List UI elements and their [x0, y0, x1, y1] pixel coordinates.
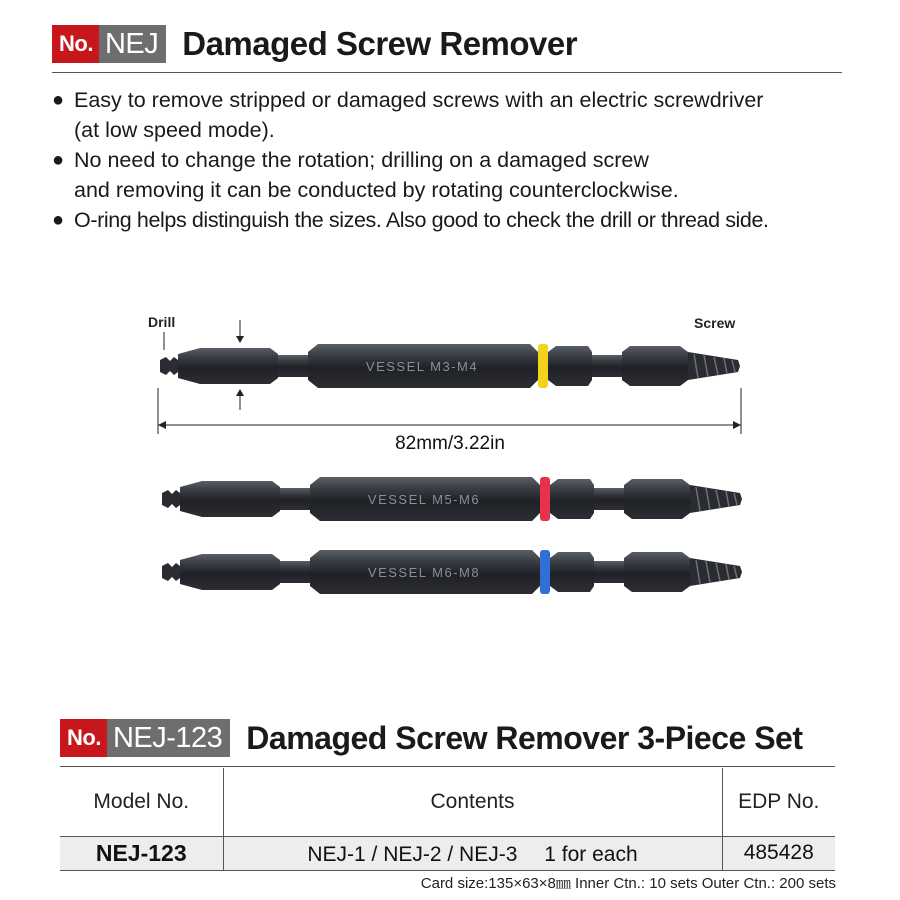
product-number-badge	[52, 25, 166, 63]
drill-label: Drill	[148, 314, 176, 330]
bullet-icon: ●	[52, 89, 65, 111]
table-header-row	[60, 768, 835, 836]
feature-line: (at low speed mode).	[74, 118, 275, 142]
spec-table	[60, 768, 835, 871]
set-code: NEJ-123	[107, 719, 230, 757]
packaging-note: Card size:135×63×8㎜ Inner Ctn.: 10 sets Outer Ctn.: 200 sets	[420, 875, 836, 892]
o-ring-red	[540, 477, 550, 521]
feature-list	[52, 85, 852, 235]
screw-label: Screw	[694, 315, 736, 331]
table-top-rule	[60, 766, 835, 767]
o-ring-blue	[540, 550, 550, 594]
set-number-badge	[60, 719, 230, 757]
dimension-label: 82mm/3.22in	[395, 433, 505, 454]
extractor-bit-1	[160, 344, 740, 388]
header-contents: Contents	[430, 789, 515, 813]
product-illustration	[0, 300, 900, 610]
feature-item	[52, 145, 852, 205]
product-header	[52, 25, 577, 63]
product-title: Damaged Screw Remover	[182, 25, 578, 62]
feature-item	[52, 85, 852, 145]
header-edp: EDP No.	[722, 768, 835, 836]
set-title: Damaged Screw Remover 3-Piece Set	[246, 719, 803, 756]
bullet-icon: ●	[52, 209, 65, 231]
feature-line: and removing it can be conducted by rotating counterclockwise.	[74, 178, 679, 202]
cell-edp: 485428	[722, 836, 835, 870]
feature-line: O-ring helps distinguish the sizes. Also good to check the drill or thread side.	[74, 208, 769, 232]
table-row	[60, 836, 835, 870]
header-model: Model No.	[60, 768, 223, 836]
cell-contents: NEJ-1 / NEJ-2 / NEJ-3 1 for each	[223, 836, 722, 870]
bit-engraving: VESSEL M3-M4	[365, 359, 479, 374]
set-header	[60, 719, 803, 757]
extractor-bit-2	[162, 477, 742, 521]
feature-item	[52, 205, 852, 235]
bit-engraving: VESSEL M6-M8	[367, 565, 481, 580]
bullet-icon: ●	[52, 149, 65, 171]
o-ring-yellow	[538, 344, 548, 388]
product-code: NEJ	[99, 25, 166, 63]
extractor-bit-3	[162, 550, 742, 594]
header-divider	[52, 72, 842, 73]
length-dimension	[158, 388, 741, 434]
feature-line: Easy to remove stripped or damaged screws with an electric screwdriver	[74, 88, 764, 112]
feature-line: No need to change the rotation; drilling on a damaged screw	[74, 148, 649, 172]
badge-no-label: No.	[52, 25, 99, 63]
bit-engraving: VESSEL M5-M6	[367, 492, 481, 507]
cell-model: NEJ-123	[60, 836, 223, 870]
badge-no-label: No.	[60, 719, 107, 757]
